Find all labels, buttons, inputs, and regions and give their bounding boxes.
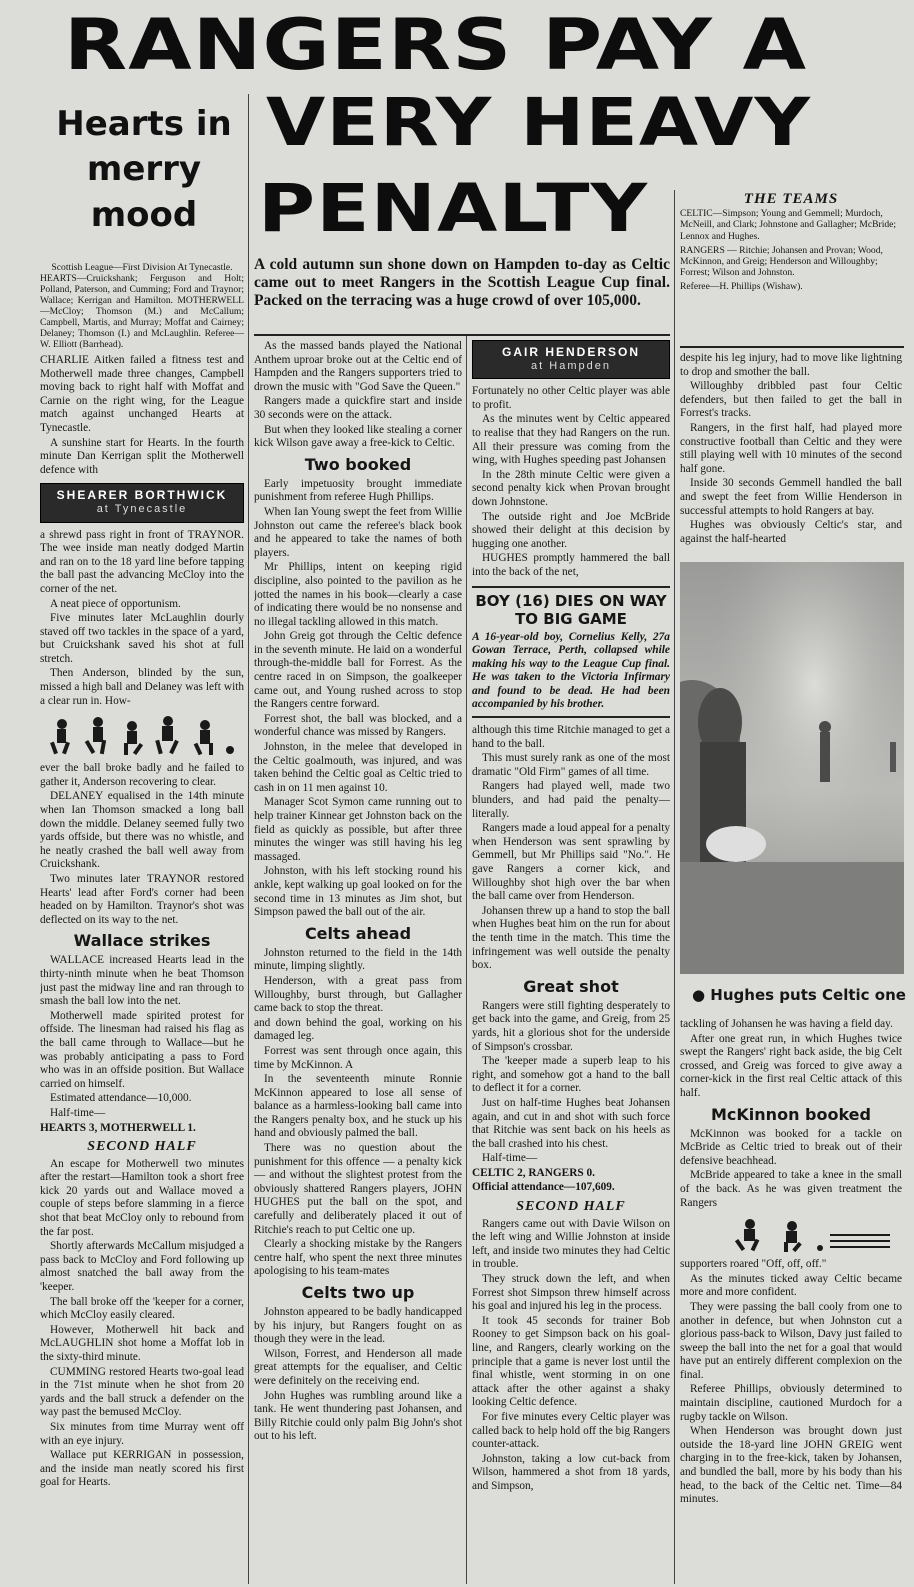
cola-p3: But when they looked like stealing a corner kick Wilson gave away a free-kick to Celtic. xyxy=(254,423,462,450)
colc-p9: McBride appeared to take a knee in the small of the back. As he was given treatment the Rangers xyxy=(680,1169,902,1209)
boy-dies-box xyxy=(472,586,670,719)
teams-celtic: CELTIC—Simpson; Young and Gemmell; Murdoch, McNeill, and Clark; Johnstone and Gallagher; McBride; Lennox and Hughes. xyxy=(680,208,897,242)
cola-p10: Manager Scot Symon came running out to help trainer Kinnear get Johnston back on the field as quickly as possible, but after three minutes the winger was still having his leg massaged. xyxy=(254,796,462,863)
colc-p14: When Henderson was brought down just outside the 18-yard line JOHN GREIG went charging in to the free-kick, taken by Johansen, and bundled the ball, more by his body than his head, to the back of the Celtic net. Time—84 minutes. xyxy=(680,1425,902,1506)
cola-p9: Johnston, in the melee that developed in the Celtic goalmouth, was injured, and was taken behind the Celtic goal as Celtic tried to cash in on 11 men against 10. xyxy=(254,741,462,794)
colc-p12: They were passing the ball cooly from one to another in defence, but when Johnston cut a glorious pass-back to Wilson, Davy just failed to sweep the ball into the net for a goal that would have put an entirely different complexion on the final. xyxy=(680,1300,902,1381)
colc-p4: Inside 30 seconds Gemmell handled the ball and swept the feet from Willie Henderson in successful attempts to hold Rangers at bay. xyxy=(680,477,902,517)
main-story-col-c-top xyxy=(680,352,902,557)
colb-p8: Rangers had played well, made two blunders, and had paid the penalty—literally. xyxy=(472,780,670,820)
hearts-p15: An escape for Motherwell two minutes after the restart—Hamilton took a short free kick 20 yards out and Wallace moved a couple of steps before slamming in a fierce shot that beat McCloy only to rebound from the far post. xyxy=(40,1157,244,1238)
cola-p5: When Ian Young swept the feet from Willie Johnston out came the referee's black book and he appeared to take the names of both players. xyxy=(254,505,462,559)
colc-p7: After one great run, in which Hughes twice swept the Rangers' right back aside, the big Celt crossed, and Greig was forced to give away a corner-kick in the first real Celtic attack of this half. xyxy=(680,1032,902,1099)
hampden-byline-place: at Hampden xyxy=(531,359,611,372)
cola-p19: Johnston appeared to be badly handicapped by his injury, but Rangers fought on as though they were in the lead. xyxy=(254,1306,462,1346)
main-story-col-b xyxy=(472,340,670,1584)
cola-p21: John Hughes was rumbling around like a tank. He went thundering past Johansen, and Billy Ritchie could only palm Big John's shot out to his left. xyxy=(254,1389,462,1443)
hearts-p21: Wallace put KERRIGAN in possession, and the inside man neatly scored his first goal for Hearts. xyxy=(40,1449,244,1489)
cola-p15: Forrest was sent through once again, this time by McKinnon. A xyxy=(254,1044,462,1071)
colc-p2: Willoughby dribbled past four Celtic defenders, but then failed to get the ball in Forrest's tracks. xyxy=(680,380,902,420)
cola-p12: Johnston returned to the field in the 14th minute, limping slightly. xyxy=(254,946,462,973)
main-story-col-a xyxy=(254,340,462,1584)
hearts-headline-3: mood xyxy=(90,195,198,235)
teams-title: THE TEAMS xyxy=(743,191,839,207)
hearts-lineup: HEARTS—Cruickshank; Ferguson and Holt; Polland, Paterson, and Cumming; Ford and Traynor; Wallace; Kerrigan and Hamilton. MOTHERWELL—McCloy; Thomson (M.) and McCallum; Campbell, Martis, and Murray; Moffat and Cairney; Delaney; Thomson (I.) and McLaughlin. Referee—W. Elliott (Barrhead). xyxy=(40,273,244,350)
hearts-p2: A sunshine start for Hearts. In the fourth minute Dan Kerrigan split the Motherwell defence with xyxy=(40,436,244,476)
hearts-headline-2: merry xyxy=(86,149,202,189)
colc-p13: Referee Phillips, obviously determined to maintain discipline, cautioned Murdoch for a rugby tackle on Wilson. xyxy=(680,1383,902,1423)
cola-p18: Clearly a shocking mistake by the Rangers centre half, who spent the next three minutes apologising to his team-mates xyxy=(254,1238,462,1278)
colb-subhead-great-shot: Great shot xyxy=(523,976,619,996)
colb-p7: This must surely rank as one of the most dramatic "Old Firm" games of all time. xyxy=(472,752,670,778)
hearts-p5: Five minutes later McLaughlin dourly staved off two tackles in the space of a yard, but Cruickshank saved his shot at full stretch. xyxy=(40,612,244,665)
colb-p19: It took 45 seconds for trainer Bob Rooney to get Simpson back on his goal-line, and Rangers, clearly working on the principle that a game is never lost until the final whistle, went storming in on one attack after the other against a shaky looking Celtic defence. xyxy=(472,1314,670,1409)
cola-p8: Forrest shot, the ball was blocked, and a wonderful chance was missed by Rangers. xyxy=(254,712,462,739)
colb-p17: Rangers came out with Davie Wilson on the left wing and Willie Johnston at inside left, and inside two minutes they had Celtic in trouble. xyxy=(472,1217,670,1271)
teams-box xyxy=(680,191,902,293)
hearts-byline xyxy=(40,483,244,522)
hearts-p13: Half-time— xyxy=(50,1106,106,1119)
teams-rangers: RANGERS — Ritchie; Johansen and Provan; Wood, McKinnon, and Greig; Henderson and Willoughby; Forrest; Wilson and Johnston. xyxy=(680,244,883,279)
colb-p21: Johnston, taking a low cut-back from Wilson, hammered a shot from 18 yards, and Simpson, xyxy=(472,1452,670,1492)
colc-p5: Hughes was obviously Celtic's star, and against the half-hearted xyxy=(680,519,902,545)
hearts-p6: Then Anderson, blinded by the sun, missed a high ball and Delaney was left with a clear run in. How- xyxy=(40,667,244,707)
hearts-p16: Shortly afterwards McCallum misjudged a pass back to McCloy and Ford following up almost snatched the ball away from the 'keeper. xyxy=(40,1240,244,1294)
cola-p7: John Greig got through the Celtic defence in the seventh minute. He laid on a wonderful through-the-middle ball for Forrest. As the centre raced in on Simpson, the goalkeeper came out, and Young rushed across to stop the Rangers centre forward. xyxy=(254,630,462,711)
lead-paragraph xyxy=(254,256,670,310)
hearts-p1: CHARLIE Aitken failed a fitness test and Motherwell made three changes, Campbell moving back to right half with Moffat and Carnie on the right wing, for the League match against unchanged Hearts at Tynecastle. xyxy=(40,354,244,434)
hearts-p7: ever the ball broke badly and he failed to gather it, Anderson recovering to clear. xyxy=(40,762,244,788)
colc-p8: McKinnon was booked for a tackle on McBride as Celtic tried to break out of their defensive beachhead. xyxy=(680,1127,902,1167)
cola-p4: Early impetuosity brought immediate punishment from referee Hugh Phillips. xyxy=(254,477,462,504)
hampden-byline xyxy=(472,340,670,379)
main-story-col-c-bottom xyxy=(680,1018,902,1584)
hearts-headline xyxy=(40,102,248,238)
boy-dies-body: A 16-year-old boy, Cornelius Kelly, 27a Gowan Terrace, Perth, collapsed while making his way to the League Cup final. He was taken to the Victoria Infirmary and found to be dead. He had been accompanied by his brother. xyxy=(472,630,670,711)
colb-p10: Johansen threw up a hand to stop the ball when Hughes beat him on the run for about the tenth time in the match. This time the infringement was well outside the penalty box. xyxy=(472,904,670,972)
colb-p14: Half-time— xyxy=(482,1152,538,1165)
hearts-byline-place: at Tynecastle xyxy=(96,502,188,515)
hearts-p17: The ball broke off the 'keeper for a corner, which McCloy easily cleared. xyxy=(40,1295,244,1322)
hearts-p4: A neat piece of opportunism. xyxy=(50,597,181,610)
colb-p18: They struck down the left, and when Forrest shot Simpson threw himself across his goal and injured his leg in the process. xyxy=(472,1273,670,1313)
colb-p13: Just on half-time Hughes beat Johansen again, and cut in and shot with such force that Ritchie was sent back on his heels as the ball crashed into his chest. xyxy=(472,1096,670,1150)
hearts-p11: Motherwell made spirited protest for offside. The linesman had raised his flag as the ball came through to Wallace—but he was probably anticipating a pass to Ford who was in an offside position. But Wallace carried on himself. xyxy=(40,1009,244,1090)
cola-subhead-celts-two-up: Celts two up xyxy=(301,1283,415,1302)
hearts-p10: WALLACE increased Hearts lead in the thirty-ninth minute when he beat Thomson just past the midway line and ran through to smash the ball low into the net. xyxy=(40,954,244,1008)
boy-dies-headline: BOY (16) DIES ON WAY TO BIG GAME xyxy=(475,591,667,628)
cola-p6: Mr Phillips, intent on keeping rigid discipline, also pointed to the pavilion as he jotted the names in his book—clearly a case of indicating there would be no nonsense and no illegal tackling allowed in this match. xyxy=(254,561,462,628)
hearts-halftime-score: HEARTS 3, MOTHERWELL 1. xyxy=(40,1121,196,1134)
players-sketch-image-2 xyxy=(680,1214,902,1254)
hampden-byline-name: GAIR HENDERSON xyxy=(501,345,640,359)
colb-p9: Rangers made a loud appeal for a penalty when Henderson was sent sprawling by Gemmell, but Mr Phillips said "No.". He gave Rangers a corner kick, and Willoughby shot high over the bar when the ball came over from Henderson. xyxy=(472,822,670,903)
cola-p11: Johnston, with his left stocking round his ankle, kept walking up goal looked on for the second time in 13 minutes as Jim shot, but Simpson pawed the ball out of the air. xyxy=(254,865,462,919)
colb-p20: For five minutes every Celtic player was called back to help hold off the big Rangers counter-attack. xyxy=(472,1410,670,1451)
headline-line-3: PENALTY xyxy=(258,170,649,247)
hearts-p12: Estimated attendance—10,000. xyxy=(50,1092,192,1105)
colc-p10: supporters roared "Off, off, off." xyxy=(680,1258,827,1271)
cola-p20: Wilson, Forrest, and Henderson all made great attempts for the equaliser, and Celtic were definitely on the receiving end. xyxy=(254,1347,462,1387)
hearts-headline-1: Hearts in xyxy=(56,104,232,144)
hearts-story xyxy=(40,262,244,1584)
colb-p3: In the 28th minute Celtic were given a second penalty kick when Provan brought down Johnstone. xyxy=(472,468,670,508)
colb-p6: although this time Ritchie managed to get a hand to the ball. xyxy=(472,724,670,750)
teams-referee: Referee—H. Phillips (Wishaw). xyxy=(680,281,803,293)
match-photo xyxy=(680,562,904,974)
cola-p2: Rangers made a quickfire start and inside 30 seconds were on the attack. xyxy=(254,395,462,421)
cola-p13: Henderson, with a great pass from Willoughby, burst through, but Gallagher came back to stop the threat. xyxy=(254,974,462,1015)
colc-subhead-mckinnon-booked: McKinnon booked xyxy=(711,1104,871,1124)
hearts-league: Scottish League—First Division At Tynecastle. xyxy=(51,262,233,273)
colb-subhead-second-half: SECOND HALF xyxy=(516,1199,626,1215)
colb-p1: Fortunately no other Celtic player was able to profit. xyxy=(472,385,670,411)
cola-p14: and down behind the goal, working on his damaged leg. xyxy=(254,1016,462,1043)
colb-p5: HUGHES promptly hammered the ball into the back of the net, xyxy=(472,552,670,578)
hearts-subhead-second-half: SECOND HALF xyxy=(87,1139,197,1155)
cola-p1: As the massed bands played the National Anthem uproar broke out at the Celtic end of Hampden and the Rangers supporters tried to drown the music with "God Save the Queen." xyxy=(254,340,462,393)
colc-p6: tackling of Johansen he was having a field day. xyxy=(680,1018,893,1030)
hearts-p9: Two minutes later TRAYNOR restored Hearts' lead after Ford's corner had been headed on by Hamilton. Traynor's shot was deflected on its way to the net. xyxy=(40,873,244,926)
hearts-p8: DELANEY equalised in the 14th minute when Ian Thomson smacked a long ball down the middle. Delaney seemed fully two yards offside, but there was no whistle, and he neatly crashed the ball well away from Cruickshank. xyxy=(40,790,244,871)
hearts-p19: CUMMING restored Hearts two-goal lead in the 71st minute when he shot from 20 yards and the ball struck a defender on the way past the bemused McCloy. xyxy=(40,1365,244,1419)
cola-p16: In the seventeenth minute Ronnie McKinnon appeared to lose all sense of balance as a harmless-looking ball came into the Rangers penalty box, and he stuck up his hand and obviously palmed the ball. xyxy=(254,1073,462,1140)
headline-line-1: RANGERS PAY A xyxy=(64,4,808,86)
cola-subhead-celts-ahead: Celts ahead xyxy=(304,923,412,943)
colb-p12: The 'keeper made a superb leap to his right, and somehow got a hand to the ball to deflect it for a corner. xyxy=(472,1055,670,1095)
hearts-p3: a shrewd pass right in front of TRAYNOR. The wee inside man neatly dodged Martin and ran on to the 18 yard line before tapping the ball past the advancing McCloy into the corner of the net. xyxy=(40,528,244,595)
lead-text: A cold autumn sun shone down on Hampden to-day as Celtic came out to meet Rangers in the Scottish League Cup final. Packed on the terracing was a huge crowd of over 105,000. xyxy=(254,256,670,309)
players-sketch-image xyxy=(40,712,244,758)
cola-p17: There was no question about the punishment for this offence — a penalty kick — and without the slightest protest from the obviously shattered Rangers players, JOHN HUGHES put the ball on the spot, and carefully and deliberately placed it out of Ritchie's reach to put Celtic one up. xyxy=(254,1142,462,1236)
colb-p2: As the minutes went by Celtic appeared to realise that they had Rangers on the run. All their pressure was coming from the wing, with Hughes speeding past Johansen xyxy=(472,413,670,467)
colb-halftime-score: CELTIC 2, RANGERS 0. xyxy=(472,1166,595,1179)
headline-line-2: VERY HEAVY xyxy=(266,84,812,161)
colc-p11: As the minutes ticked away Celtic became more and more confident. xyxy=(680,1272,902,1299)
colb-p11: Rangers were still fighting desperately to get back into the game, and Greig, from 25 yards, hit a glorious shot for the underside of Simpson's crossbar. xyxy=(472,999,670,1053)
hearts-byline-name: SHEARER BORTHWICK xyxy=(56,488,228,503)
colb-attendance: Official attendance—107,609. xyxy=(472,1181,615,1194)
colb-p4: The outside right and Joe McBride showed their delight at this decision by hugging one another. xyxy=(472,510,670,550)
cola-subhead-two-booked: Two booked xyxy=(304,454,412,474)
hearts-p18: However, Motherwell hit back and McLAUGHLIN shot home a Moffat lob in the sixty-third minute. xyxy=(40,1323,244,1363)
hearts-p20: Six minutes from time Murray went off with an eye injury. xyxy=(40,1420,244,1447)
colc-p3: Rangers, in the first half, had played more constructive football than Celtic and they were still playing well with 10 minutes of the second half gone. xyxy=(680,421,902,475)
hearts-subhead-wallace: Wallace strikes xyxy=(73,931,211,951)
photo-caption: ● Hughes puts Celtic one xyxy=(692,986,906,1004)
colc-p1: despite his leg injury, had to move like lightning to drop and smother the ball. xyxy=(680,352,902,378)
